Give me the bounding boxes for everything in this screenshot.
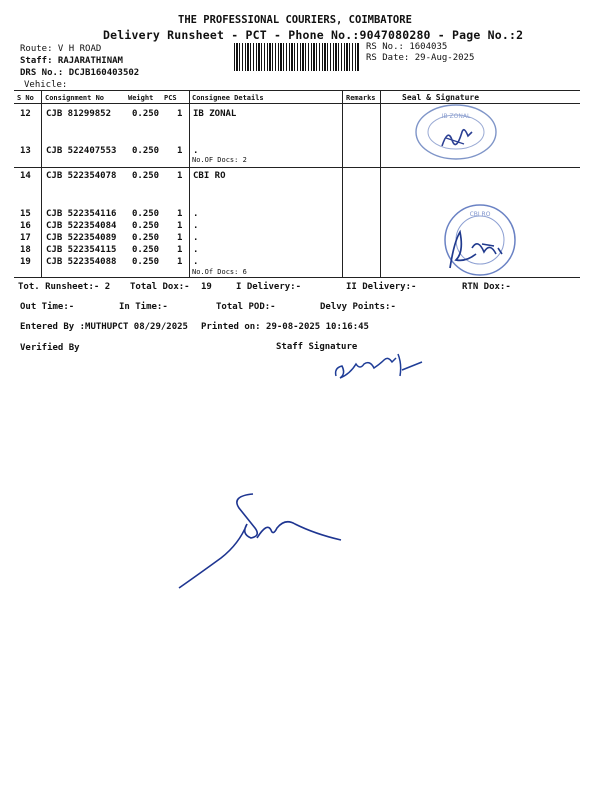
pcs-cell: 1 bbox=[177, 233, 183, 243]
pcs-cell: 1 bbox=[177, 109, 183, 119]
consignment-cell: CJB 522354115 bbox=[46, 245, 117, 255]
in-time: In Time:- bbox=[119, 302, 168, 312]
verified-by: Verified By bbox=[20, 343, 80, 353]
weight-cell: 0.250 bbox=[132, 109, 160, 119]
col-header-pcs: PCS bbox=[164, 94, 177, 102]
weight-cell: 0.250 bbox=[132, 257, 160, 267]
staff-signature bbox=[330, 348, 430, 384]
entered-by: Entered By :MUTHUPCT 08/29/2025 bbox=[20, 322, 188, 332]
total-dox-value: 19 bbox=[201, 282, 212, 292]
sno-cell: 18 bbox=[20, 245, 31, 255]
rs-date: RS Date: 29-Aug-2025 bbox=[366, 53, 475, 63]
consignee-cell: CBI RO bbox=[193, 171, 226, 181]
consignment-cell: CJB 522354084 bbox=[46, 221, 117, 231]
seal-stamp-2 bbox=[436, 202, 522, 278]
col-header-consignee: Consignee Details bbox=[192, 94, 264, 102]
consignee-cell: IB ZONAL bbox=[193, 109, 237, 119]
handwritten-signature bbox=[175, 482, 345, 592]
consignee-cell: . bbox=[193, 245, 199, 255]
seal-stamp-1 bbox=[412, 102, 504, 164]
vehicle-label: Vehicle: bbox=[24, 80, 68, 90]
total-pod: Total POD:- bbox=[216, 302, 276, 312]
total-runsheet: Tot. Runsheet:- 2 bbox=[18, 282, 111, 292]
stamp-1-text: IB ZONAL bbox=[441, 113, 471, 120]
staff-signature-label: Staff Signature bbox=[276, 342, 358, 352]
consignee-cell: . bbox=[193, 257, 199, 267]
pcs-cell: 1 bbox=[177, 245, 183, 255]
weight-cell: 0.250 bbox=[132, 221, 160, 231]
sno-cell: 17 bbox=[20, 233, 31, 243]
weight-cell: 0.250 bbox=[132, 209, 160, 219]
col-header-weight: Weight bbox=[128, 94, 154, 102]
route-label: Route: V H ROAD bbox=[20, 44, 102, 54]
docs-count: No.Of Docs: 6 bbox=[192, 268, 247, 276]
consignment-cell: CJB 522354089 bbox=[46, 233, 117, 243]
pcs-cell: 1 bbox=[177, 209, 183, 219]
col-header-seal: Seal & Signature bbox=[402, 93, 480, 102]
table-row bbox=[0, 146, 600, 158]
col-header-consignment: Consignment No bbox=[45, 94, 105, 102]
consignee-cell: . bbox=[193, 233, 199, 243]
sno-cell: 13 bbox=[20, 146, 31, 156]
stamp-2-text: CBI RO bbox=[469, 211, 491, 218]
sno-cell: 15 bbox=[20, 209, 31, 219]
pcs-cell: 1 bbox=[177, 171, 183, 181]
table-row bbox=[0, 171, 600, 183]
sno-cell: 14 bbox=[20, 171, 31, 181]
consignment-cell: CJB 522407553 bbox=[46, 146, 117, 156]
consignee-cell: . bbox=[193, 209, 199, 219]
table-row bbox=[0, 109, 600, 121]
delivery-points: Delvy Points:- bbox=[320, 302, 396, 312]
col-header-sno: S No bbox=[17, 94, 34, 102]
printed-on: Printed on: 29-08-2025 10:16:45 bbox=[201, 322, 369, 332]
consignment-cell: CJB 81299852 bbox=[46, 109, 112, 119]
staff-label: Staff: RAJARATHINAM bbox=[20, 56, 123, 66]
out-time: Out Time:- bbox=[20, 302, 75, 312]
company-title: THE PROFESSIONAL COURIERS, COIMBATORE bbox=[178, 14, 412, 26]
consignee-cell: . bbox=[193, 221, 199, 231]
i-delivery: I Delivery:- bbox=[236, 282, 302, 292]
pcs-cell: 1 bbox=[177, 221, 183, 231]
runsheet-subtitle: Delivery Runsheet - PCT - Phone No.:9047080280 - Page No.:2 bbox=[103, 28, 524, 42]
rs-number: RS No.: 1604035 bbox=[366, 42, 448, 52]
sno-cell: 16 bbox=[20, 221, 31, 231]
consignee-cell: . bbox=[193, 146, 199, 156]
consignment-cell: CJB 522354088 bbox=[46, 257, 117, 267]
weight-cell: 0.250 bbox=[132, 233, 160, 243]
col-header-remarks: Remarks bbox=[346, 94, 376, 102]
consignment-cell: CJB 522354078 bbox=[46, 171, 117, 181]
consignment-cell: CJB 522354116 bbox=[46, 209, 117, 219]
total-dox-label: Total Dox:- bbox=[130, 282, 190, 292]
weight-cell: 0.250 bbox=[132, 146, 160, 156]
drs-number: DRS No.: DCJB160403502 bbox=[20, 68, 140, 78]
rtn-dox: RTN Dox:- bbox=[462, 282, 511, 292]
ii-delivery: II Delivery:- bbox=[346, 282, 417, 292]
pcs-cell: 1 bbox=[177, 146, 183, 156]
weight-cell: 0.250 bbox=[132, 245, 160, 255]
sno-cell: 19 bbox=[20, 257, 31, 267]
sno-cell: 12 bbox=[20, 109, 31, 119]
pcs-cell: 1 bbox=[177, 257, 183, 267]
docs-count: No.OF Docs: 2 bbox=[192, 156, 247, 164]
barcode bbox=[234, 43, 360, 71]
weight-cell: 0.250 bbox=[132, 171, 160, 181]
